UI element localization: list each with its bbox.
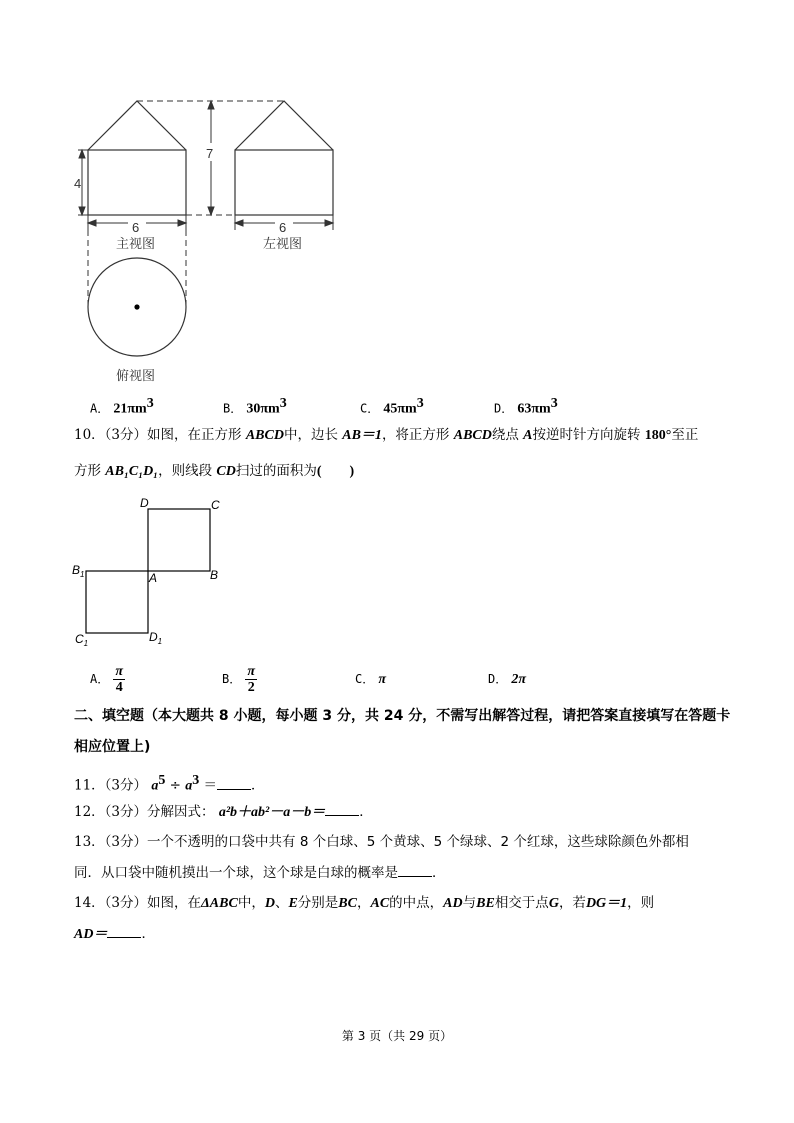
q9-option-d[interactable]: D． $63\pi m^3$	[494, 396, 558, 417]
label-b: B	[210, 568, 219, 582]
answer-blank[interactable]	[217, 777, 251, 790]
q10-option-c[interactable]: C． π	[355, 672, 387, 687]
label-b1: $B_1$	[72, 563, 85, 579]
answer-blank[interactable]	[107, 925, 141, 938]
square-ab1c1d1	[86, 571, 148, 633]
q10-option-a[interactable]: A． $\frac{\pi}{4}$	[90, 664, 124, 695]
dim-width-left: 6	[279, 220, 287, 235]
q12: 12．（3分）分解因式： a²b＋ab²－a－b＝ ．	[74, 804, 373, 820]
rotated-square-figure	[60, 490, 260, 650]
page-footer: 第 3 页（共 29 页）	[341, 1029, 453, 1043]
dim-height-total: 7	[206, 146, 214, 161]
label-d1: $D_1$	[149, 630, 163, 646]
answer-blank[interactable]	[325, 803, 359, 816]
square-abcd	[148, 509, 210, 571]
q13-line1: 13．（3分）一个不透明的口袋中共有 8 个白球、5 个黄球、5 个绿球、2 个红球，这些球除颜色外都相	[74, 834, 689, 850]
top-view-center-dot	[134, 304, 139, 309]
section2-title-line2: 相应位置上)	[74, 739, 151, 755]
left-view-label: 左视图	[263, 236, 303, 251]
label-c1: $C_1$	[75, 632, 89, 648]
q14-line1: 14．（3分）如图，在ΔABC中，D、E分别是BC，AC的中点，AD与BE相交于点G，若DG＝1，则	[74, 895, 655, 911]
answer-blank[interactable]	[398, 864, 432, 877]
q11: 11．（3分） $a^5 \div a^3$ ＝ ．	[74, 773, 265, 794]
three-view-figure	[0, 0, 400, 390]
q9-option-c[interactable]: C． $45\pi m^3$	[360, 396, 424, 417]
label-d: D	[140, 496, 149, 510]
front-view	[88, 101, 186, 215]
q13-line2: 同．从口袋中随机摸出一个球，这个球是白球的概率是 ．	[74, 865, 446, 881]
dim-height-cyl: 4	[74, 176, 82, 191]
q10-line2: 方形 AB₁C₁D₁，则线段 CD扫过的面积为( )	[74, 463, 355, 479]
q9-option-a[interactable]: A． $21\pi m^3$	[90, 396, 154, 417]
section2-title-line1: 二、填空题（本大题共 8 小题，每小题 3 分，共 24 分，不需写出解答过程，请把答案直接填写在答题卡	[74, 708, 731, 724]
left-view	[235, 101, 333, 215]
q10-line1: 10．（3分）如图，在正方形 ABCD中，边长 AB＝1，将正方形 ABCD绕点 A按逆时针方向旋转 180°至正	[74, 427, 699, 443]
top-view-label: 俯视图	[116, 368, 156, 383]
q14-line2: AD＝ ．	[74, 926, 155, 942]
front-view-label: 主视图	[116, 236, 156, 251]
label-a: A	[149, 571, 158, 585]
dim-width-front: 6	[132, 220, 140, 235]
q9-option-b[interactable]: B． $30\pi m^3$	[223, 396, 287, 417]
q10-option-b[interactable]: B． $\frac{\pi}{2}$	[222, 664, 256, 695]
label-c: C	[211, 498, 220, 512]
q10-option-d[interactable]: D． 2π	[488, 672, 527, 687]
